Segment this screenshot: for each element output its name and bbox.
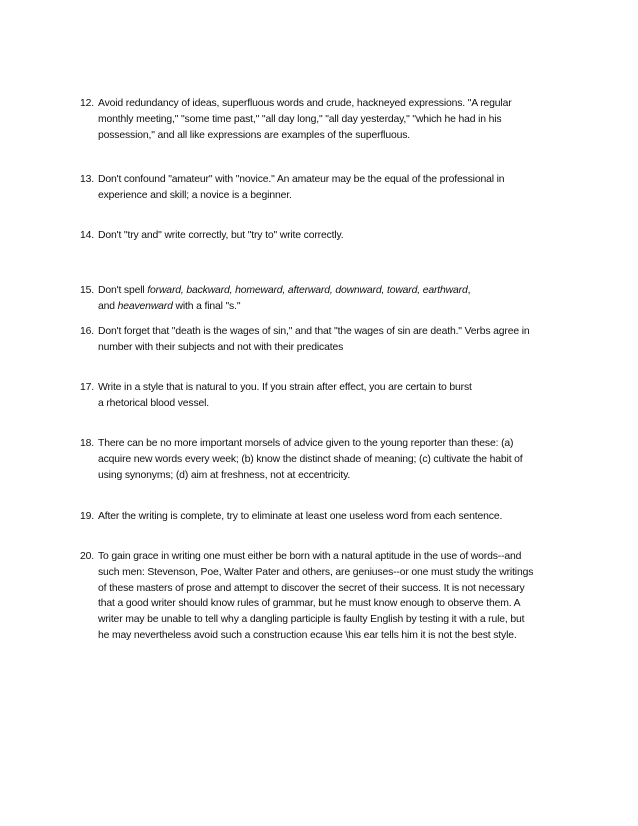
text-line: using synonyms; (d) aim at freshness, not at eccentricity.	[98, 469, 351, 481]
item-number: 13.	[80, 174, 94, 185]
item-number: 17.	[80, 382, 94, 393]
text-line: possession," and all like expressions are examples of the superfluous.	[98, 129, 411, 141]
item-text	[98, 380, 565, 412]
text-line: number with their subjects and not with their predicates	[98, 341, 344, 353]
item-text	[98, 172, 565, 204]
list-item	[80, 96, 565, 143]
item-text	[98, 549, 565, 644]
item-number: 19.	[80, 511, 94, 522]
item-number: 14.	[80, 230, 94, 241]
list-item	[80, 436, 565, 483]
text-line: experience and skill; a novice is a beginner.	[98, 189, 292, 201]
text-line	[98, 299, 565, 315]
text-line: Don't "try and" write correctly, but "try to" write correctly.	[98, 230, 344, 241]
item-text	[98, 324, 565, 356]
text-line: There can be no more important morsels of advice given to the young reporter than these: (a)	[98, 438, 514, 449]
text-line: Avoid redundancy of ideas, superfluous words and crude, hackneyed expressions. "A regular	[98, 98, 512, 109]
item-number: 15.	[80, 285, 94, 296]
list-item	[80, 324, 565, 356]
list-item	[80, 228, 565, 244]
item-number: 20.	[80, 551, 94, 562]
item-number: 18.	[80, 438, 94, 449]
text-line: of these masters of prose and attempt to discover the secret of their success. It is not necessary	[98, 582, 525, 594]
italic-word: heavenward	[117, 300, 173, 312]
text-line: that a good writer should know rules of grammar, but he must know enough to observe them. A	[98, 598, 521, 610]
text-line	[98, 283, 565, 299]
item-number: 16.	[80, 326, 94, 337]
text-line: Don't confound "amateur" with "novice." An amateur may be the equal of the professional in	[98, 174, 505, 185]
list-item	[80, 549, 565, 644]
item-text	[98, 509, 565, 525]
text-fragment: Don't spell	[98, 285, 148, 296]
item-text	[98, 283, 565, 315]
text-line: After the writing is complete, try to eliminate at least one useless word from each sentence.	[98, 511, 503, 522]
item-number: 12.	[80, 98, 94, 109]
text-fragment: with a final "s."	[172, 300, 241, 312]
text-line: Write in a style that is natural to you. If you strain after effect, you are certain to burst	[98, 382, 472, 393]
text-fragment: ,	[467, 285, 471, 296]
item-text	[98, 228, 565, 244]
text-line: acquire new words every week; (b) know the distinct shade of meaning; (c) cultivate the habit of	[98, 453, 523, 465]
text-line: he may nevertheless avoid such a construction ecause \his ear tells him it is not the best style.	[98, 629, 517, 641]
list-item	[80, 283, 565, 315]
text-line: a rhetorical blood vessel.	[98, 397, 210, 409]
text-line: such men: Stevenson, Poe, Walter Pater and others, are geniuses--or one must study the writings	[98, 566, 534, 578]
list-item	[80, 380, 565, 412]
text-line: To gain grace in writing one must either be born with a natural aptitude in the use of words--and	[98, 551, 522, 562]
text-line: monthly meeting," "some time past," "all day long," "all day yesterday," "which he had in his	[98, 113, 502, 125]
list-item	[80, 172, 565, 204]
item-text	[98, 436, 565, 483]
list-item	[80, 509, 565, 525]
item-text	[98, 96, 565, 143]
text-fragment: and	[98, 300, 118, 312]
text-line: Don't forget that "death is the wages of sin," and that "the wages of sin are death." Verbs agree in	[98, 326, 530, 337]
italic-word-list: forward, backward, homeward, afterward, downward, toward, earthward	[147, 285, 468, 296]
text-line: writer may be unable to tell why a dangling participle is faulty English by testing it with a rule, but	[98, 614, 525, 626]
